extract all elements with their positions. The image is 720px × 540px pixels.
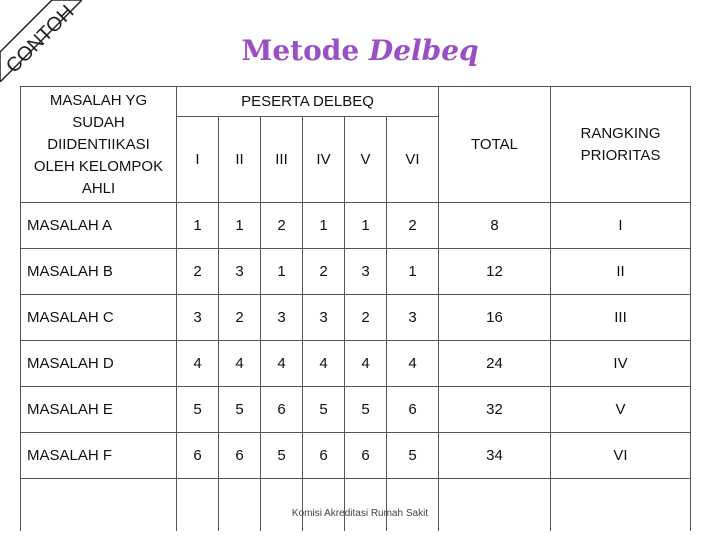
score-cell: 1 [261,249,303,295]
rank-cell: III [551,295,691,341]
problem-name: MASALAH E [21,387,177,433]
score-cell: 3 [261,295,303,341]
title-main: Metode [241,34,360,67]
total-cell: 32 [439,387,551,433]
score-cell: 3 [177,295,219,341]
score-cell: 2 [345,295,387,341]
problem-name: MASALAH B [21,249,177,295]
header-rank [551,87,691,203]
participant-header: I [177,117,219,203]
score-cell: 1 [177,203,219,249]
score-cell: 2 [261,203,303,249]
problem-name: MASALAH A [21,203,177,249]
empty-cell [303,479,345,531]
rank-cell: VI [551,433,691,479]
empty-cell [21,479,177,531]
total-cell: 16 [439,295,551,341]
score-cell: 6 [177,433,219,479]
score-cell: 4 [219,341,261,387]
header-total: TOTAL [439,87,551,203]
header-rank-line: PRIORITAS [580,146,661,164]
score-cell: 3 [219,249,261,295]
problem-name: MASALAH F [21,433,177,479]
score-cell: 6 [303,433,345,479]
score-cell: 5 [261,433,303,479]
participant-header: III [261,117,303,203]
empty-cell [219,479,261,531]
score-cell: 5 [219,387,261,433]
score-cell: 3 [387,295,439,341]
header-problem [21,87,177,203]
score-cell: 4 [261,341,303,387]
corner-tab-text: CONTOH [1,0,79,78]
page-title [0,34,720,68]
table-row [21,341,691,387]
participant-header: II [219,117,261,203]
score-cell: 3 [345,249,387,295]
header-problem-line: SUDAH [72,113,125,131]
header-problem-line: AHLI [81,179,116,197]
total-cell: 24 [439,341,551,387]
score-cell: 2 [219,295,261,341]
problem-name: MASALAH D [21,341,177,387]
total-cell: 12 [439,249,551,295]
total-cell: 8 [439,203,551,249]
score-cell: 1 [345,203,387,249]
score-cell: 1 [387,249,439,295]
header-problem-line: DIIDENTIIKASI [47,135,150,153]
rank-cell: I [551,203,691,249]
table-row [21,203,691,249]
header-participants: PESERTA DELBEQ [177,87,439,117]
empty-cell [439,479,551,531]
score-cell: 2 [387,203,439,249]
rank-cell: V [551,387,691,433]
rank-cell: II [551,249,691,295]
participant-header: VI [387,117,439,203]
score-cell: 2 [303,249,345,295]
score-cell: 6 [345,433,387,479]
participant-header: IV [303,117,345,203]
problem-name: MASALAH C [21,295,177,341]
score-cell: 6 [219,433,261,479]
header-problem-line: OLEH KELOMPOK [33,157,164,175]
score-cell: 4 [177,341,219,387]
score-cell: 5 [345,387,387,433]
table-row [21,387,691,433]
score-cell: 2 [177,249,219,295]
header-row-top [21,87,691,117]
score-cell: 5 [177,387,219,433]
score-cell: 4 [303,341,345,387]
title-accent: Delbeq [368,34,479,67]
participant-header: V [345,117,387,203]
rank-cell: IV [551,341,691,387]
header-rank-line: RANGKING [580,124,661,142]
total-cell: 34 [439,433,551,479]
empty-cell [345,479,387,531]
score-cell: 1 [219,203,261,249]
empty-cell [387,479,439,531]
delbeq-table [20,86,691,531]
table-row [21,433,691,479]
empty-cell [177,479,219,531]
table-row [21,249,691,295]
empty-cell [551,479,691,531]
score-cell: 5 [387,433,439,479]
footer-text: Komisi Akreditasi Rumah Sakit [291,508,429,519]
score-cell: 4 [345,341,387,387]
score-cell: 6 [261,387,303,433]
score-cell: 3 [303,295,345,341]
table-row-blank [21,479,691,531]
score-cell: 5 [303,387,345,433]
table-row [21,295,691,341]
score-cell: 1 [303,203,345,249]
empty-cell [261,479,303,531]
score-cell: 6 [387,387,439,433]
score-cell: 4 [387,341,439,387]
header-problem-line: MASALAH YG [49,91,148,109]
